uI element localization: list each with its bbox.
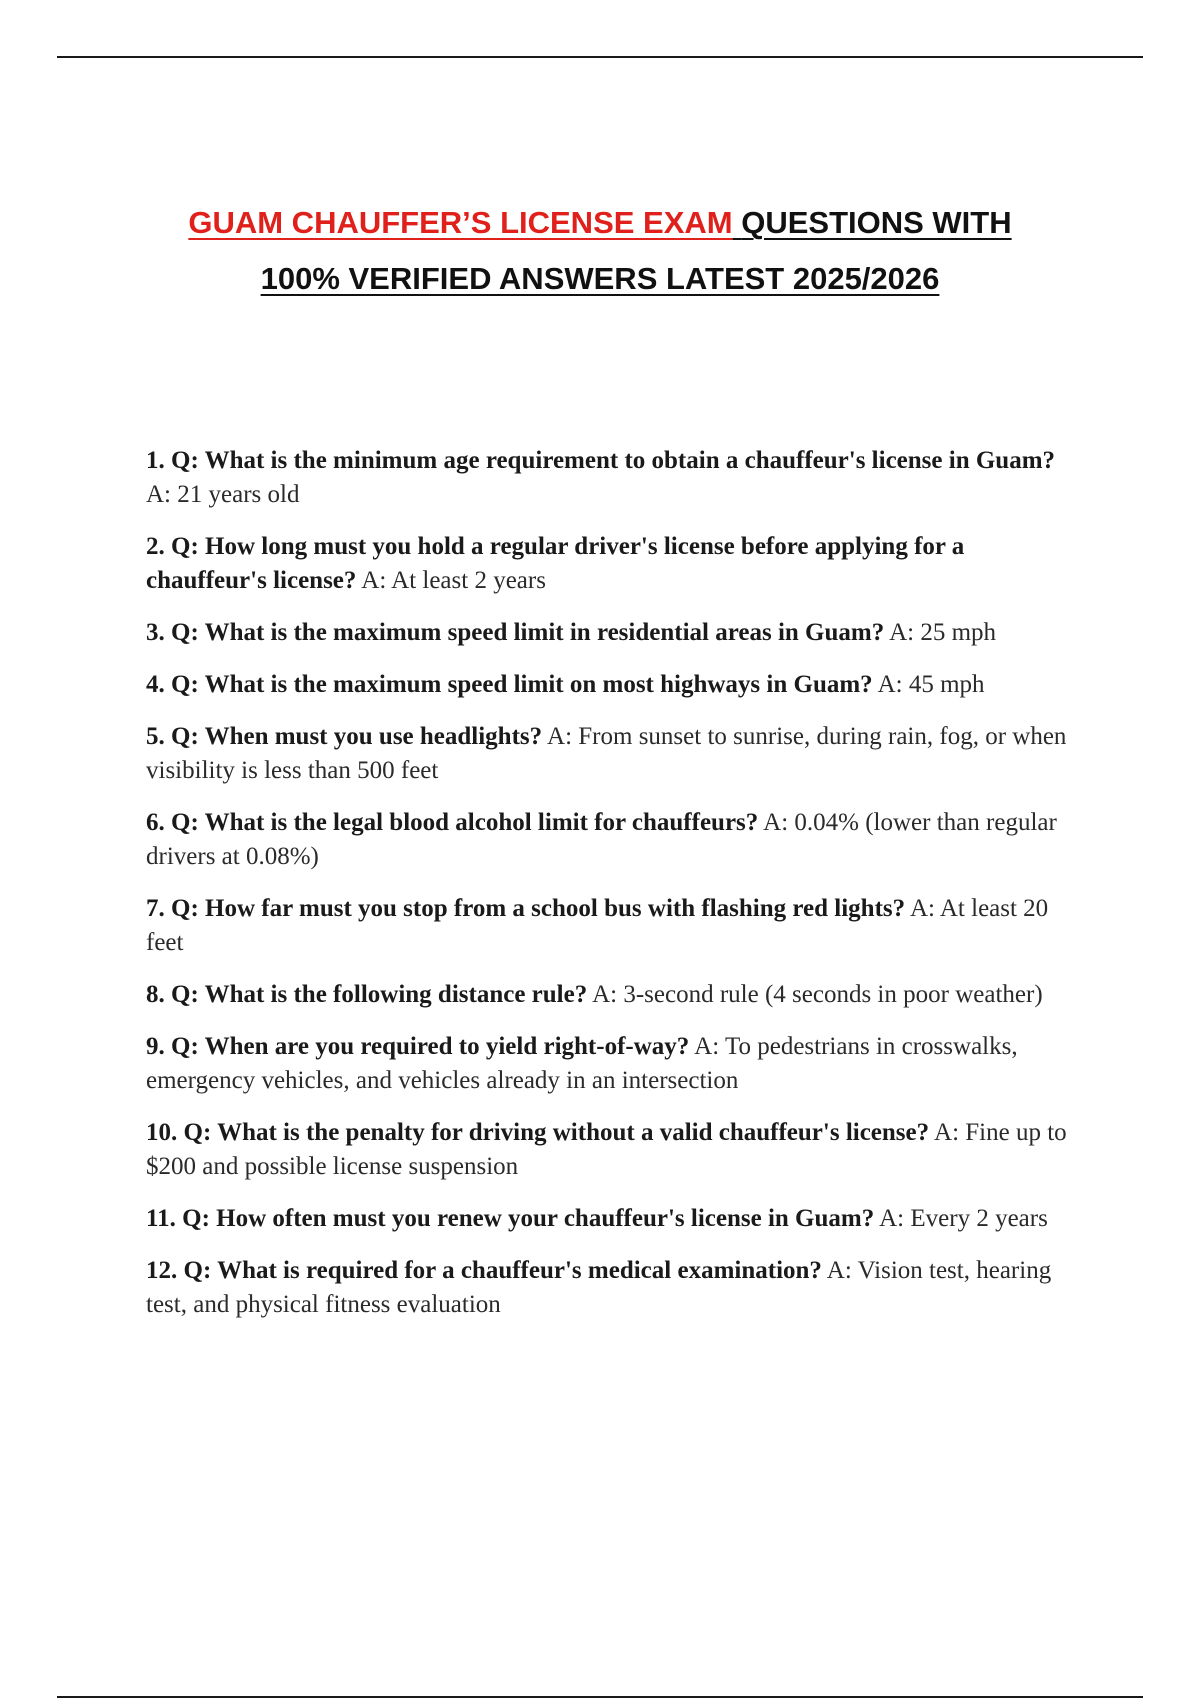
document-title (0, 195, 1200, 307)
qa-item-10 (146, 1116, 1076, 1184)
question: 6. Q: What is the legal blood alcohol limit for chauffeurs? (146, 809, 759, 836)
answer: A: 0.04% (lower than regular drivers at 0.08%) (146, 809, 1057, 870)
question: 8. Q: What is the following distance rule? (146, 981, 588, 1008)
answer: A: To pedestrians in crosswalks, emergency vehicles, and vehicles already in an intersection (146, 1033, 1018, 1094)
answer: A: From sunset to sunrise, during rain, fog, or when visibility is less than 500 feet (146, 723, 1067, 784)
answer: A: 45 mph (877, 671, 985, 698)
answer: A: Fine up to $200 and possible license suspension (146, 1119, 1067, 1180)
qa-list (146, 444, 1076, 1340)
qa-item-11 (146, 1202, 1076, 1236)
question: 1. Q: What is the minimum age requirement to obtain a chauffeur's license in Guam? (146, 447, 1056, 474)
top-divider (57, 56, 1143, 58)
qa-item-6 (146, 806, 1076, 874)
answer: A: At least 2 years (361, 567, 546, 594)
qa-item-7 (146, 892, 1076, 960)
title-black-part-1: QUESTIONS WITH (741, 205, 1012, 240)
answer: A: 3-second rule (4 seconds in poor weather) (592, 981, 1043, 1008)
answer: A: Every 2 years (879, 1205, 1048, 1232)
question: 12. Q: What is required for a chauffeur's medical examination? (146, 1257, 822, 1284)
question: 2. Q: How long must you hold a regular driver's license before applying for a chauffeur's license? (146, 533, 965, 594)
question: 5. Q: When must you use headlights? (146, 723, 543, 750)
answer: A: 25 mph (889, 619, 997, 646)
question: 10. Q: What is the penalty for driving without a valid chauffeur's license? (146, 1119, 930, 1146)
qa-item-9 (146, 1030, 1076, 1098)
qa-item-8 (146, 978, 1076, 1012)
question: 7. Q: How far must you stop from a school bus with flashing red lights? (146, 895, 906, 922)
answer: A: 21 years old (146, 481, 300, 508)
question: 11. Q: How often must you renew your chauffeur's license in Guam? (146, 1205, 875, 1232)
answer: A: At least 20 feet (146, 895, 1049, 956)
title-red-part: GUAM CHAUFFER’S LICENSE EXAM (188, 205, 733, 240)
question: 4. Q: What is the maximum speed limit on most highways in Guam? (146, 671, 873, 698)
bottom-divider (57, 1696, 1143, 1698)
question: 9. Q: When are you required to yield right-of-way? (146, 1033, 690, 1060)
answer: A: Vision test, hearing test, and physical fitness evaluation (146, 1257, 1052, 1318)
qa-item-5 (146, 720, 1076, 788)
qa-item-4 (146, 668, 1076, 702)
qa-item-2 (146, 530, 1076, 598)
qa-item-12 (146, 1254, 1076, 1322)
question: 3. Q: What is the maximum speed limit in residential areas in Guam? (146, 619, 885, 646)
title-black-part-2: 100% VERIFIED ANSWERS LATEST 2025/2026 (260, 261, 940, 296)
qa-item-3 (146, 616, 1076, 650)
qa-item-1 (146, 444, 1076, 512)
